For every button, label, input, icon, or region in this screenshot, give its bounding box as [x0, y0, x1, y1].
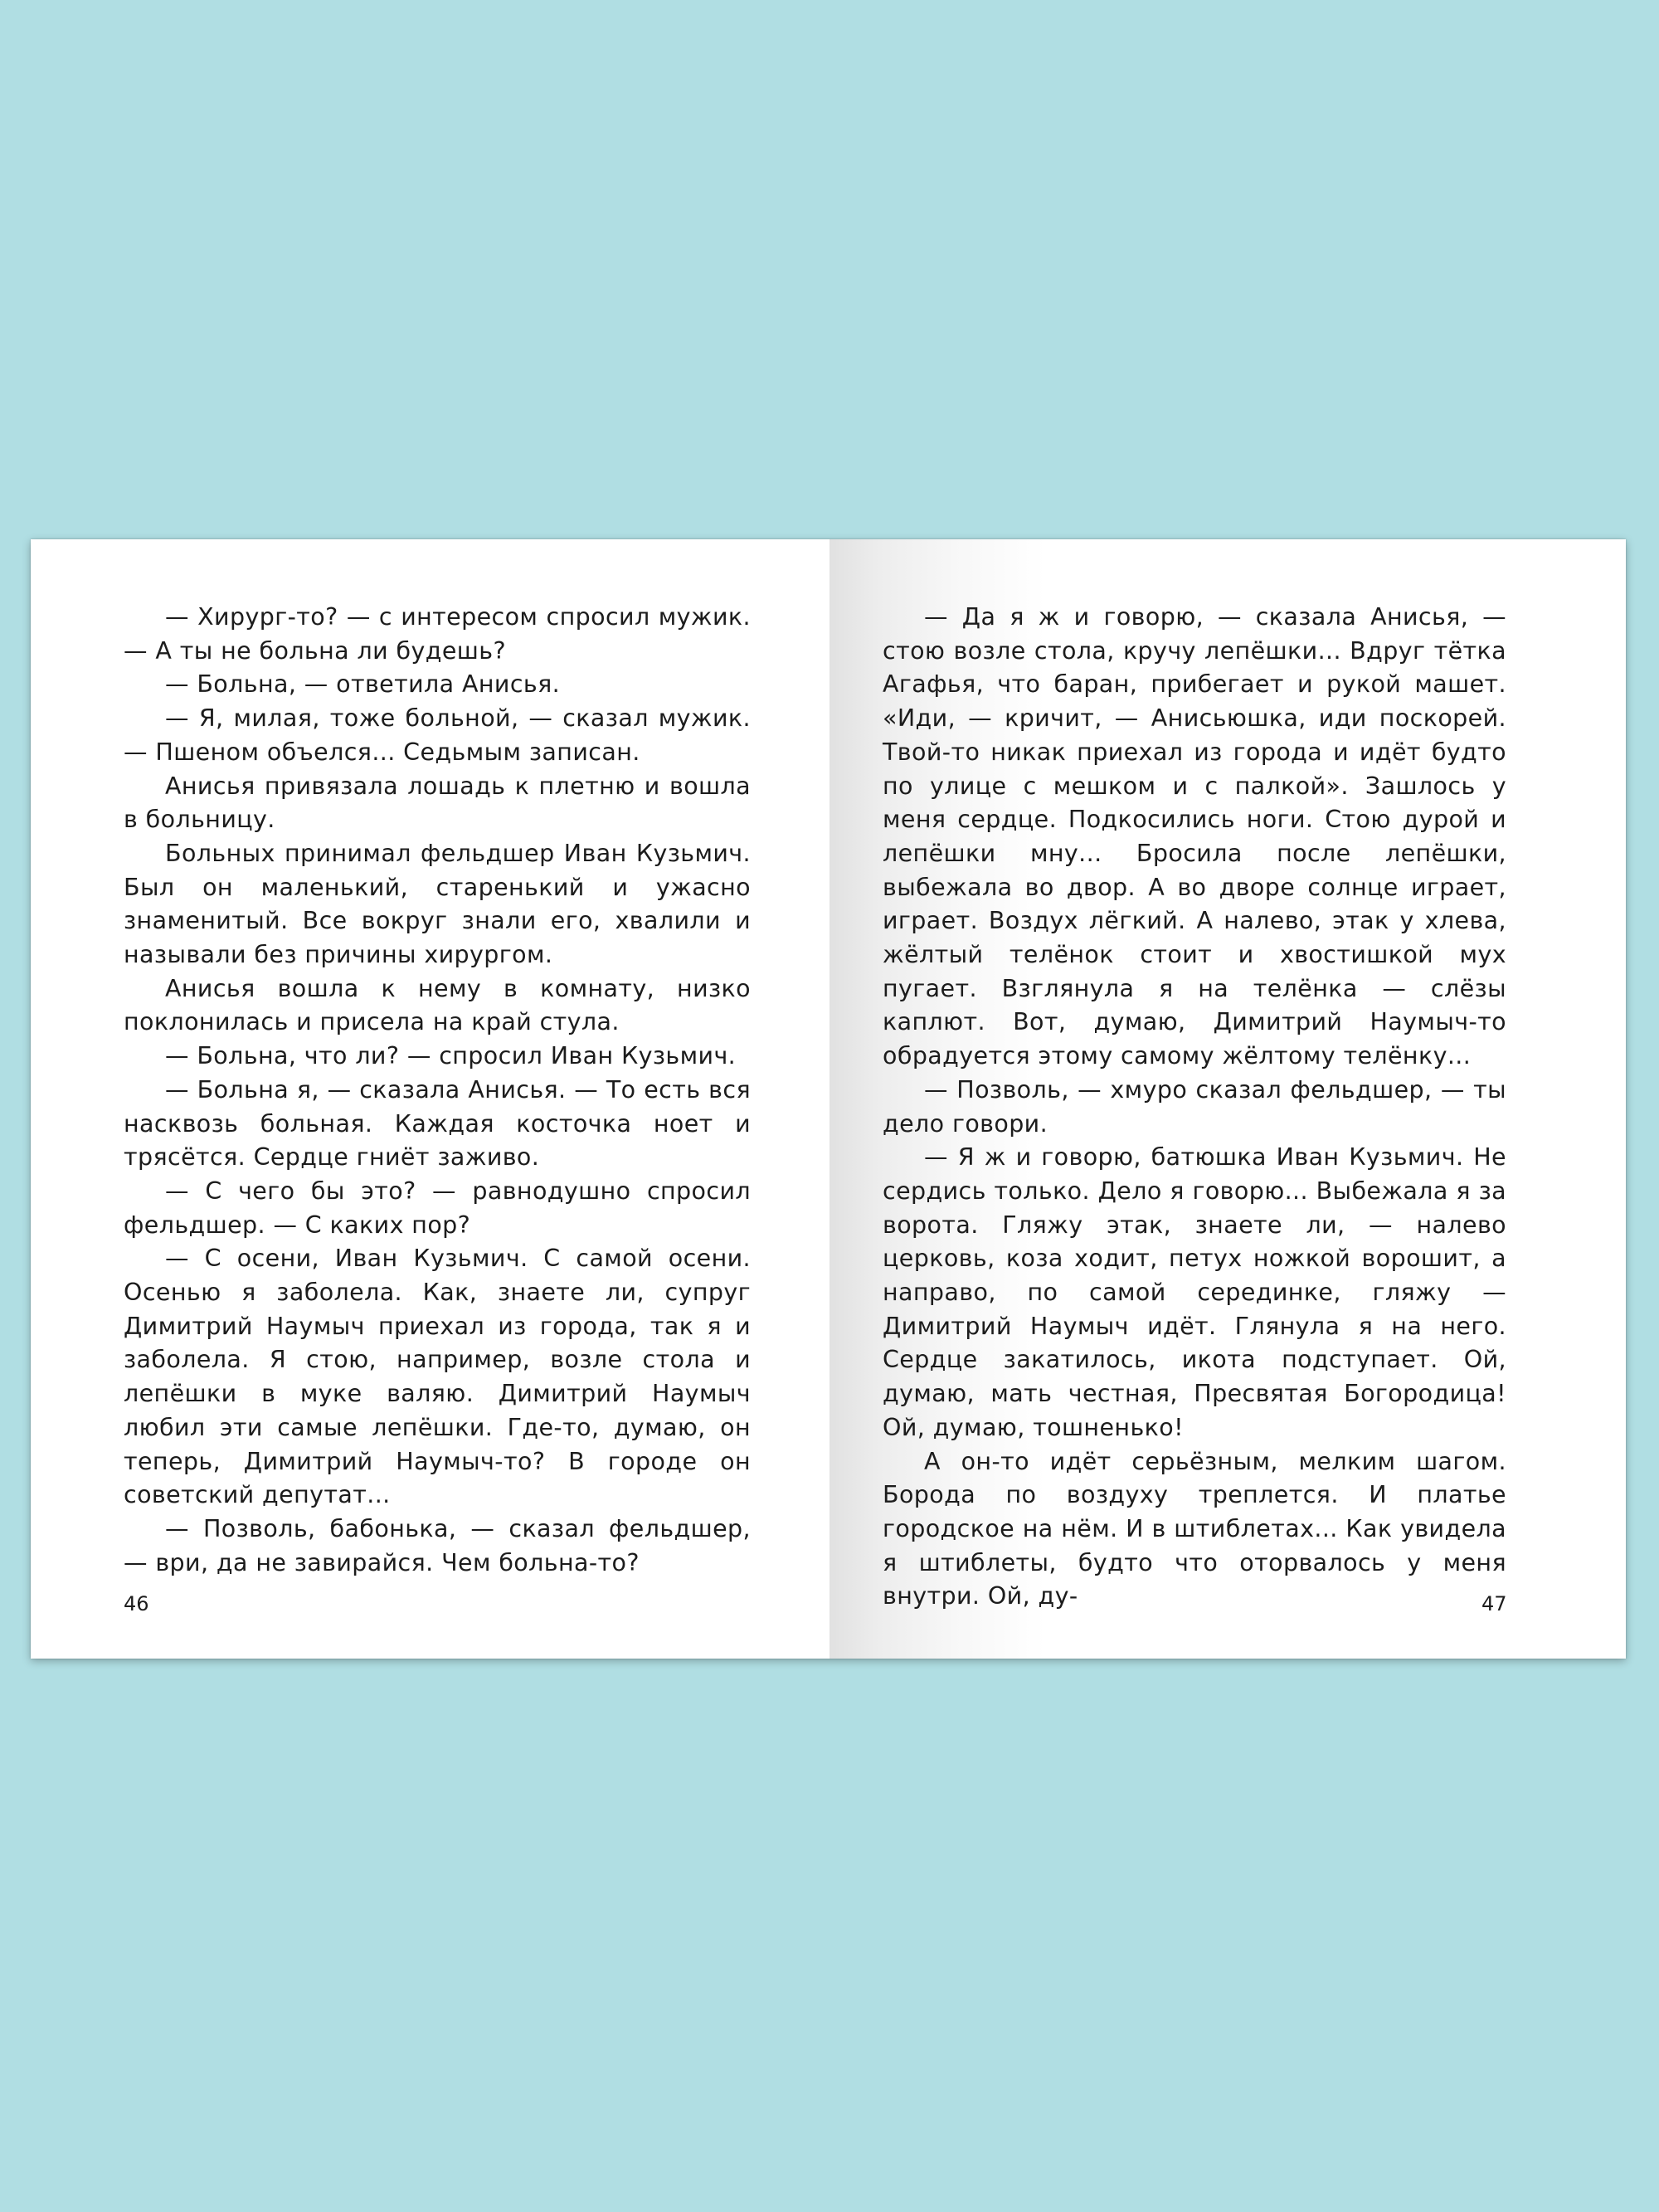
- paragraph: — Больна, что ли? — спросил Иван Кузьмич.: [165, 1042, 737, 1070]
- left-page: [31, 539, 830, 1659]
- left-page-text: [124, 601, 751, 1580]
- right-page-text: [883, 601, 1506, 1614]
- paragraph: — Больна, — ответила Анисья.: [165, 670, 561, 699]
- paragraph: — Я ж и говорю, батюшка Иван Кузьмич. Не сердись только. Дело я говорю... Выбежала я за ворота. Гляжу этак, знаете ли, — налево церковь, коза ходит, петух ножкой ворошит, а направо, по самой серединке, гляжу — Димитрий Наумыч идёт. Глянула я на него. Сердце закатилось, икота подступает. Ой, думаю, мать честная, Пресвятая Богородица! Ой, думаю, тошненько!: [883, 1143, 1506, 1441]
- book-spread: [31, 539, 1626, 1659]
- paragraph: А он-то идёт серьёзным, мелким шагом. Борода по воздуху треплется. И платье городское на нём. И в штиблетах... Как увидела я штиблеты, будто что оторвалось у меня внутри. Ой, ду-: [883, 1447, 1506, 1610]
- page-number-left: 46: [124, 1592, 149, 1615]
- paragraph: Анисья вошла к нему в комнату, низко поклонилась и присела на край стула.: [124, 974, 751, 1036]
- paragraph: — С осени, Иван Кузьмич. С самой осени. Осенью я заболела. Как, знаете ли, супруг Димитрий Наумыч приехал из города, так я и заболела. Я стою, например, возле стола и лепёшки в муке валяю. Димитрий Наумыч любил эти самые лепёшки. Где-то, думаю, он теперь, Димитрий Наумыч-то? В городе он советский депутат...: [124, 1245, 751, 1509]
- paragraph: — Я, милая, тоже больной, — сказал мужик. — Пшеном объелся... Седьмым записан.: [124, 704, 751, 766]
- paragraph: — Да я ж и говорю, — сказала Анисья, — стою возле стола, кручу лепёшки... Вдруг тётка Агафья, что баран, прибегает и рукой машет. «Иди, — кричит, — Анисьюшка, иди поскорей. Твой-то никак приехал из города и идёт будто по улице с мешком и с палкой». Зашлось у меня сердце. Подкосились ноги. Стою дурой и лепёшки мну... Бросила после лепёшки, выбежала во двор. А во дворе солнце играет, играет. Воздух лёгкий. А налево, этак у хлева, жёлтый телёнок стоит и хвостишкой мух пугает. Взглянула я на телёнка — слёзы каплют. Вот, думаю, Димитрий Наумыч-то обрадуется этому самому жёлтому телёнку...: [883, 603, 1506, 1070]
- paragraph: — Позволь, — хмуро сказал фельдшер, — ты дело говори.: [883, 1075, 1506, 1138]
- paragraph: Анисья привязала лошадь к плетню и вошла в больницу.: [124, 772, 751, 834]
- page-number-right: 47: [1481, 1592, 1507, 1615]
- paragraph: — Хирург-то? — с интересом спросил мужик. — А ты не больна ли будешь?: [124, 603, 751, 665]
- paragraph: — С чего бы это? — равнодушно спросил фельдшер. — С каких пор?: [124, 1177, 751, 1239]
- paragraph: — Позволь, бабонька, — сказал фельдшер, — ври, да не завирайся. Чем больна-то?: [124, 1514, 751, 1576]
- right-page: [830, 539, 1626, 1659]
- paragraph: Больных принимал фельдшер Иван Кузьмич. Был он маленький, старенький и ужасно знаменитый. Все вокруг знали его, хвалили и называли без причины хирургом.: [124, 839, 751, 969]
- paragraph: — Больна я, — сказала Анисья. — То есть вся насквозь больная. Каждая косточка ноет и трясётся. Сердце гниёт заживо.: [124, 1075, 751, 1172]
